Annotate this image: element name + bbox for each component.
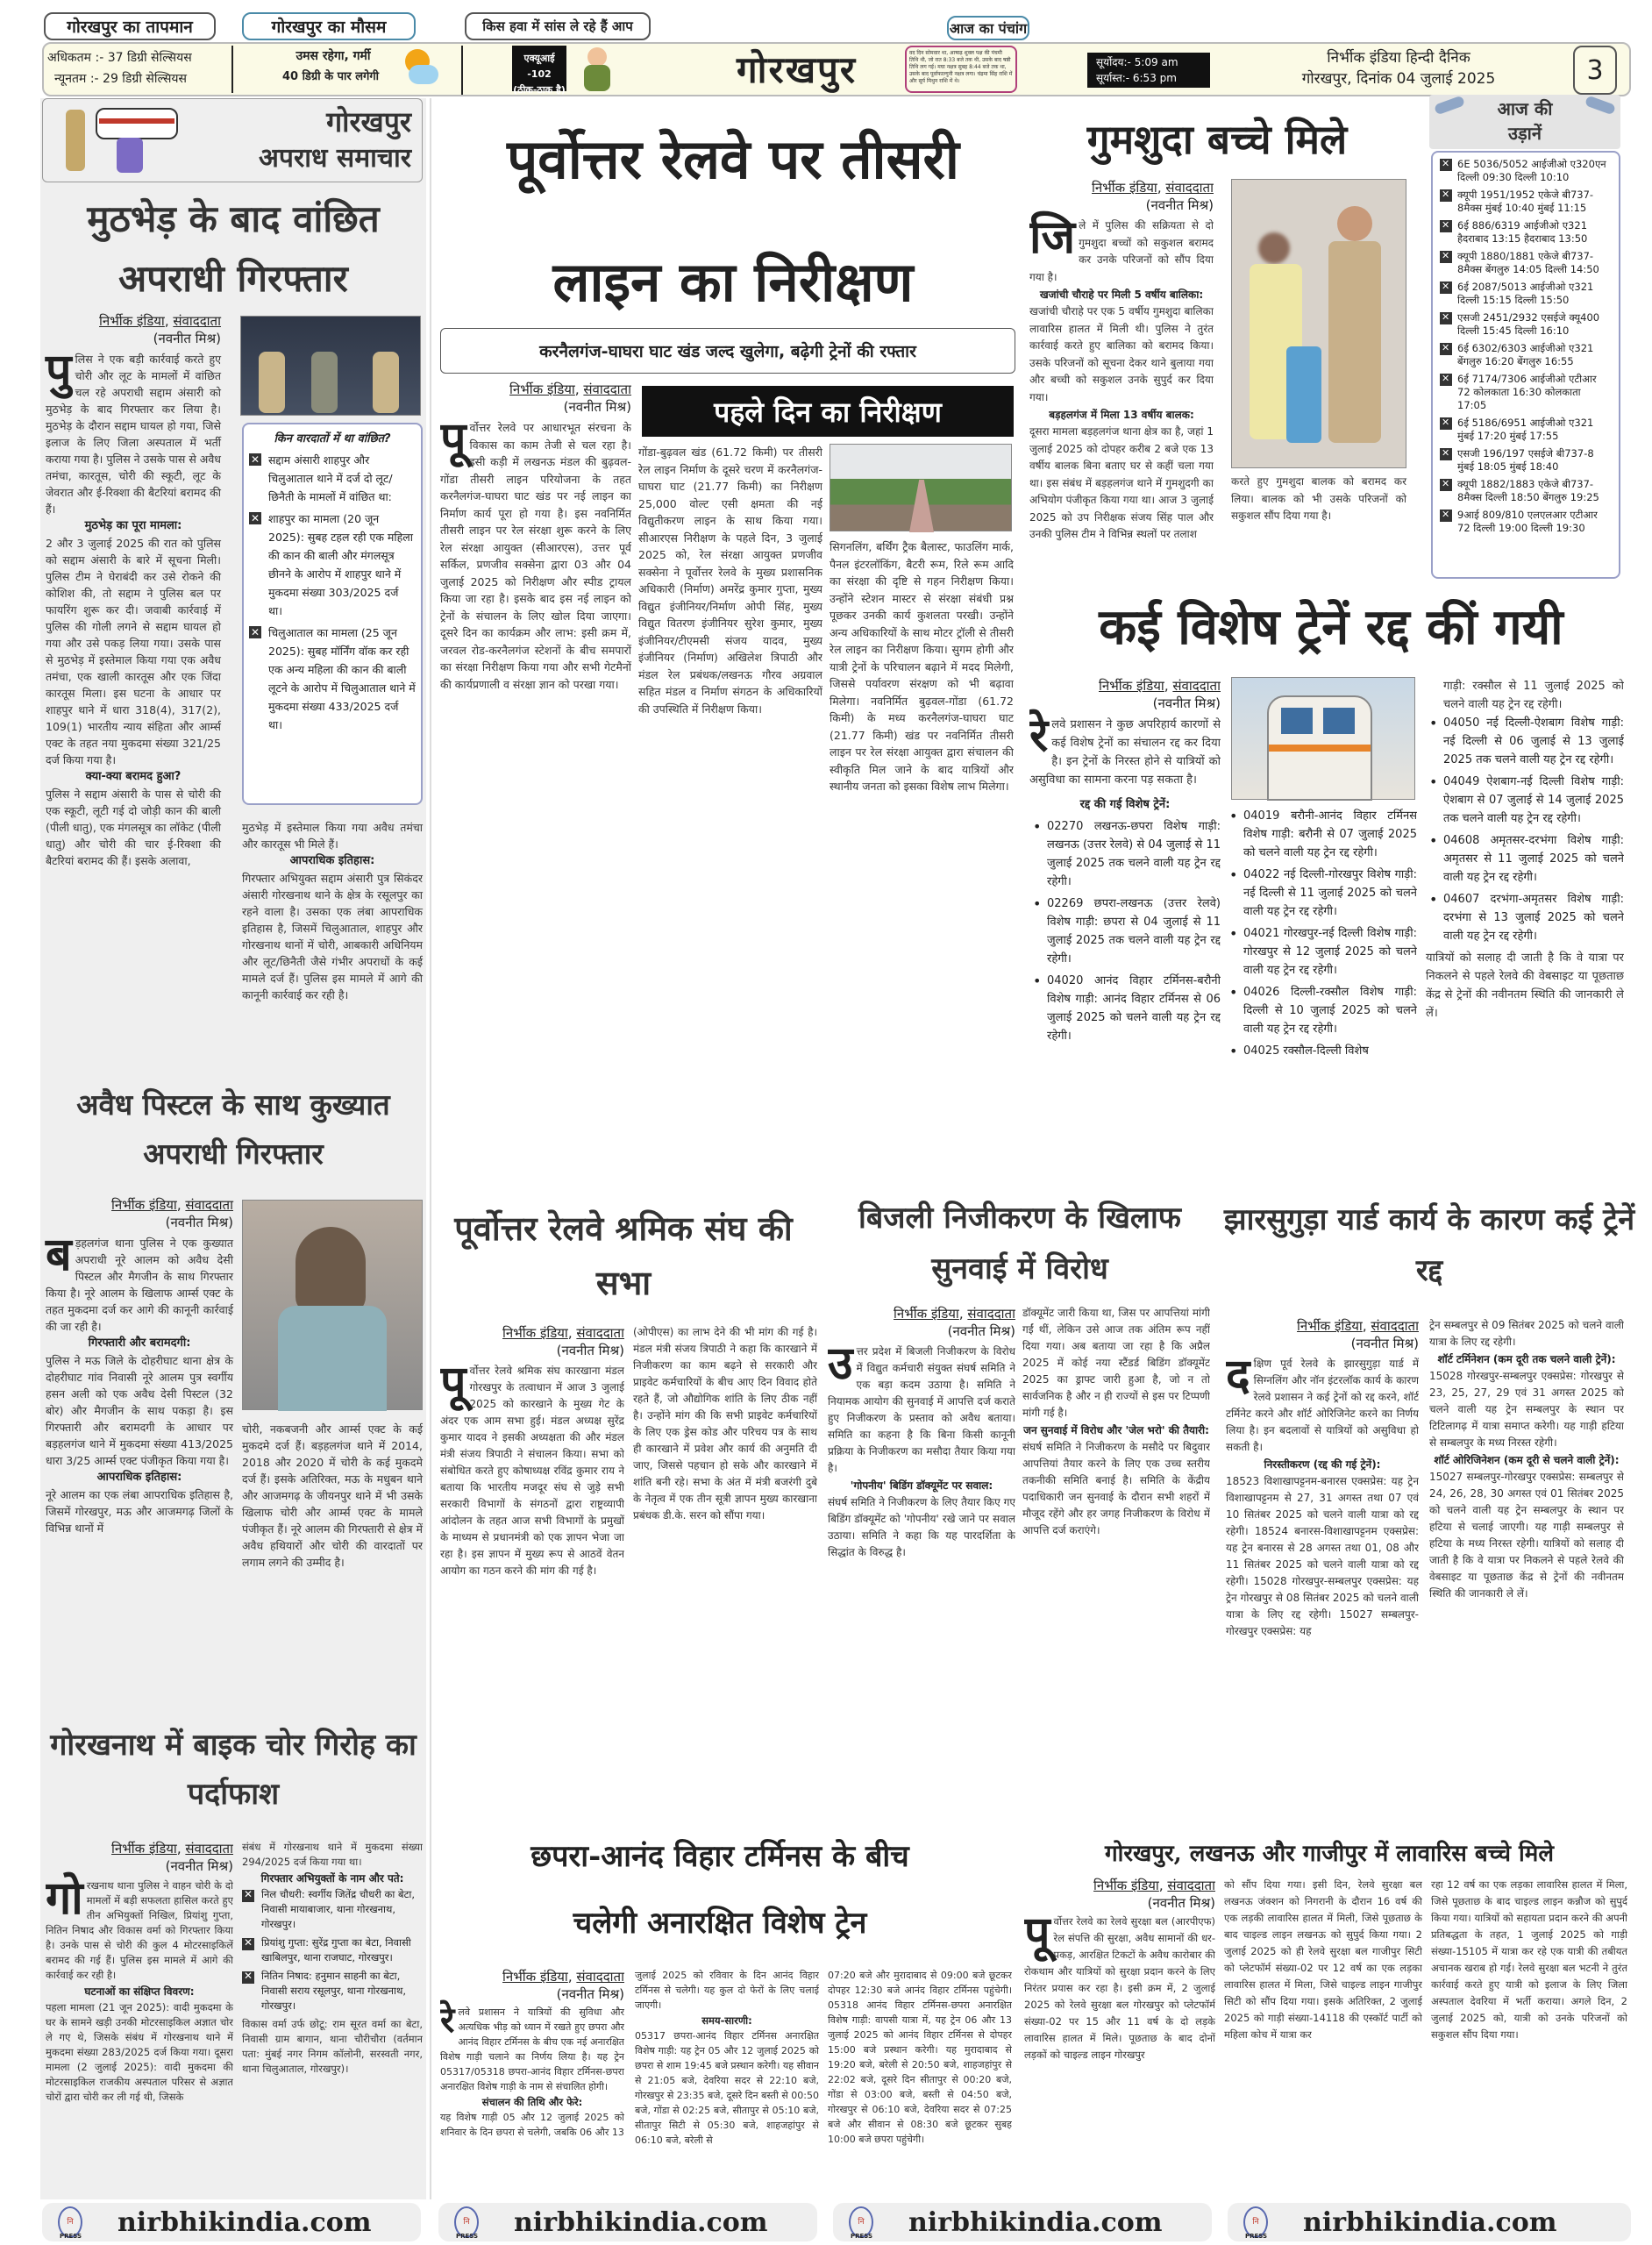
flight-text: 6ई 7174/7306 आईजीओ एटीआर 72 कोलकाता 16:30 कोलकाता 17:05 [1457,373,1597,411]
byline-role: संवाददाता [1165,180,1214,196]
byline-org: निर्भीक इंडिया [502,1969,568,1985]
chhapra-sub-2: समय-सारणी: [701,2014,752,2027]
byline-reporter: (नवनीत मिश्र) [1350,1336,1419,1351]
flight-text: 9आई 809/810 एलएलआर एटीआर 72 दिल्ली 19:00 दिल्ली 19:30 [1457,509,1598,534]
crime-banner [42,98,423,182]
jharsuguda-col-2b: 15028 गोरखपुर-सम्बलपुर एक्सप्रेस: गोरखपुर से 23, 25, 27, 29 एवं 31 अगस्त 2025 को चलने वाली यह ट्रेन सम्बलपुर के स्थान पर टिटिलागढ़ में यात्रा समाप्त करेगी। यह गाड़ी हटिया से सम्बलपुर के मध्य निरस्त रहेगी। [1429,1370,1624,1449]
rail-col-1-body: र्वोत्तर रेलवे पर आधारभूत संरचना के विकास का काम तेजी से चल रहा है। इसी कड़ी में लखनऊ मंडल की बुढ़वल-गोंडा तीसरी लाइन परियोजना के तहत करनैलगंज-घाघरा घाट खंड पर नई लाइन का निर्माण कार्य पूरा हो गया है। इस नवनिर्मित तीसरी लाइन पर रेल संरक्षा शुरू करने के लिए रेल संरक्षा आयुक्त (सीआरएस), उत्तर पूर्व सर्किल, प्रणजीव सक्सेना द्वारा 03 और 04 जुलाई 2025 को निरीक्षण और स्पीड ट्रायल किया जा रहा है। इसके बाद इस नई लाइन को ट्रेनों के संचालन के लिए खोल दिया जाएगा। दूसरे दिन का कार्यक्रम और लाभ: इसी क्रम में, जरवल रोड-करनैलगंज स्टेशनों के बीच समपारों का संरक्षा निरीक्षण किया गया और सभी गेटमैनों की कार्यप्रणाली व संरक्षा ज्ञान को परखा गया। [440,421,631,691]
flight-item [1440,509,1612,535]
site-link[interactable]: nirbhikindia.com [514,2206,768,2238]
chhapra-col-2-text: जुलाई 2025 को रविवार के दिन आनंद विहार टर्मिनस से चलेगी। यह कुल दो फेरों के लिए चलाई जाएगी। [635,1970,819,2011]
pistol-intro [46,1229,233,1335]
accused-item [242,1887,423,1932]
masthead-title: गोरखपुर [737,48,858,91]
sunrise: सूर्योदय:- 5:09 am [1096,56,1178,68]
crime-para-3: गिरफ्तार अभियुक्त सद्दाम अंसारी पुत्र सिकंदर अंसारी गोरखनाथ थाने के क्षेत्र के रसूलपुर का रहने वाला है। उसका एक लंबा आपराधिक इतिहास है, जिसमें चिलुआताल, शाहपुर और गोरखनाथ थानों में चोरी, आबकारी अधिनियम और लूट/छिनैती जैसे गंभीर अपराधों के कई मामले दर्ज हैं। पुलिस इस मामले में आगे की कानूनी कार्रवाई कर रही है। [242,872,423,1001]
drop-cap: पु [46,345,72,397]
press-label: PRESS [456,2233,479,2240]
power-col-1-text [828,1337,1015,1477]
jharsuguda-col-2 [1429,1317,1624,1808]
cancelled-train-item: • 04607 दरभंगा-अमृतसर विशेष गाड़ी: दरभंगा से 13 जुलाई 2025 को चलने वाली यह ट्रेन रद्द रहेगी। [1426,890,1624,945]
flight-bullet-icon [1440,282,1452,294]
drop-cap: पू [1024,1907,1050,1960]
unclaimed-col-3 [1431,1877,1627,2194]
power-col-1-body: त्तर प्रदेश में बिजली निजीकरण के विरोध में विद्युत कर्मचारी संयुक्त संघर्ष समिति ने एक बड़ा कदम उठाया है। समिति ने नियामक आयोग की सुनवाई में आपत्ति दर्ज कराते हुए निजीकरण के प्रस्ताव को अवैध बताया। समिति का कहना है कि बिना किसी कानूनी प्रक्रिया के निजीकरण का मसौदा तैयार किया गया है। [828,1345,1015,1474]
chhapra-headline-line-1: छपरा-आनंद विहार टर्मिनस के बीच [530,1839,909,1874]
jharsuguda-headline: झारसुगुड़ा यार्ड कार्य के कारण कई ट्रेनें रद्द [1223,1202,1635,1288]
crime-intro-text: लिस ने एक बड़ी कार्रवाई करते हुए चोरी और लूट के मामलों में वांछित चल रहे अपराधी सद्दाम अंसारी को मुठभेड़ के बाद गिरफ्तार कर लिया है। मुठभेड़ के दौरान सद्दाम घायल हो गया, जिसे इलाज के लिए जिला अस्पताल में भर्ती कराया गया है। पुलिस ने उसके पास से अवैध तमंचा, कारतूस, चोरी की स्कूटी, लूट के जेवरात और ई-रिक्शा की बैटरियां बरामद की हैं। [46,353,221,516]
bike-para-2: विकास वर्मा उर्फ छोटू: राम सूरत वर्मा का बेटा, निवासी ग्राम बागान, थाना चौरीचौरा (वर्तमान पता: मुंबई नगर निगम कॉलोनी, सरस्वती नगर, थाना चिलुआताल, गोरखपुर)। [242,2018,423,2075]
flight-bullet-icon [1440,343,1452,355]
bullet-icon [249,512,261,524]
flights-header [1429,95,1620,149]
byline-org: निर्भीक इंडिया [894,1306,959,1322]
flight-bullet-icon [1440,312,1452,324]
crime-headline: मुठभेड़ के बाद वांछित अपराधी गिरफ्तार [87,197,380,300]
missing-intro-text: ले में पुलिस की सक्रियता से दो गुमशुदा बच्चों को सकुशल बरामद कर उनके परिजनों को सौंप दिया गया है। [1029,219,1214,283]
byline: निर्भीक इंडिया, संवाददाता [1297,1318,1419,1334]
drop-cap: जि [1029,211,1076,264]
flight-text: 6ई 5186/6951 आईजीओ ए321 मुंबई 17:20 मुंबई 17:55 [1457,417,1594,442]
byline: निर्भीक इंडिया, संवाददाता [1093,1878,1215,1893]
crime-right-para: मुठभेड़ में इस्तेमाल किया गया अवैध तमंचा और कारतूस भी मिले हैं। [242,821,423,851]
bike-para-1: पहला मामला (21 जून 2025): वादी मुकदमा के घर के सामने खड़ी उनकी मोटरसाइकिल अज्ञात चोर ले गए थे, जिसके संबंध में गोरखनाथ थाने में मुकदमा संख्या 283/2025 दर्ज किया गया। दूसरा मामला (2 जुलाई 2025): वादी मुकदमा की मोटरसाइकिल राजकीय अस्पताल परिसर से अज्ञात चोरों द्वारा चोरी कर ली गई थी, जिसके [46,2001,233,2103]
cancel-col-1 [1029,677,1221,1168]
byline-org: निर्भीक इंडिया [99,313,165,329]
drop-cap: रे [440,2000,455,2041]
missing-para-2: दूसरा मामला बड़हलगंज थाना क्षेत्र का है, जहां 1 जुलाई 2025 को दोपहर करीब 2 बजे एक 13 वर्षीय बालक बिना बताए घर से कहीं चला गया था। इस संबंध में बड़हलगंज थाने में गुमशुदगी का अभियोग पंजीकृत किया गया था। आज 3 जुलाई 2025 को उप निरीक्षक संजय सिंह पाल और उनकी पुलिस टीम ने विभिन्न स्थलों पर तलाश [1029,425,1214,540]
unclaimed-col-3-text: रहा 12 वर्ष का एक लड़का लावारिस हालत में मिला, जिसे पूछताछ के बाद चाइल्ड लाइन कन्नौज को सुपुर्द किया गया। यात्रियों को सहायता प्रदान करने की अपनी प्रतिबद्धता के तहत, 1 जुलाई 2025 को गाड़ी संख्या-15105 में यात्रा कर रहे एक यात्री की तबीयत अचानक खराब हो गई। रेलवे सुरक्षा बल भटनी ने तुरंत कार्रवाई करते हुए यात्री को इलाज के लिए जिला अस्पताल देवरिया में भर्ती कराया। अगले दिन, 2 जुलाई 2025 को, यात्री को उनके परिजनों को सकुशल सौंप दिया गया। [1431,1878,1627,2041]
flight-item [1440,311,1612,338]
airplane-icon [1584,96,1616,116]
logo-text: नि [858,2218,865,2227]
flight-bullet-icon [1440,479,1452,491]
power-col-2-text: डॉक्यूमेंट जारी किया था, जिस पर आपत्तियां मांगी गईं थीं, लेकिन उसे आज तक अंतिम रूप नहीं दिया गया। अब बताया जा रहा है कि अप्रैल 2025 में कोई नया स्टैंडर्ड बिडिंग डॉक्यूमेंट 2025 का ड्राफ्ट जारी हुआ है, जो न तो सार्वजनिक है और न ही राज्यों से इस पर टिप्पणी मांगी गई है। [1022,1307,1210,1419]
byline-reporter: (नवनीत मिश्र) [947,1323,1015,1339]
byline-org: निर्भीक इंडिया [1092,180,1157,196]
drop-cap: पू [440,413,466,466]
wanted-item-text: सद्दाम अंसारी शाहपुर और चिलुआताल थाने में दर्ज दो लूट/छिनैती के मामलों में वांछित था: [268,453,393,503]
cancel-headline: कई विशेष ट्रेनें रद्द कीं गयी [1099,598,1563,656]
byline: निर्भीक इंडिया, संवाददाता [111,1841,233,1857]
power-col-1 [828,1305,1015,1805]
byline-role: संवाददाता [576,1325,624,1341]
byline-reporter: (नवनीत मिश्र) [556,1343,624,1358]
flights-title-line-2: उड़ानें [1508,123,1542,144]
paper-info [1271,47,1526,89]
chhapra-col-3-text: 07:20 बजे और मुरादाबाद से 09:00 बजे छूटकर दोपहर 12:30 बजे आनंद विहार टर्मिनस पहुंचेगी। 05318 आनंद विहार टर्मिनस-छपरा अनारक्षित विशेष गाड़ी: वापसी यात्रा में, यह ट्रेन 06 और 13 जुलाई 2025 को आनंद विहार टर्मिनस से दोपहर 15:00 बजे प्रस्थान करेगी। यह मुरादाबाद से 19:20 बजे, बरेली से 20:50 बजे, शाहजहांपुर से 22:02 बजे, दूसरे दिन सीतापुर से 00:20 बजे, गोंडा से 03:00 बजे, बस्ती से 04:50 बजे, गोरखपुर से 06:10 बजे, देवरिया सदर से 07:25 बजे और सीवान से 08:30 बजे छूटकर सुबह 10:00 बजे छपरा पहुंचेगी। [828,1970,1012,2145]
footer-3 [833,2203,1212,2241]
press-label: PRESS [60,2233,82,2240]
police-cartoon-icon [64,103,182,180]
wanted-item-text: चिलुआताल का मामला (25 जून 2025): सुबह मॉर्निंग वॉक कर रही एक अन्य महिला की कान की बाली लूटने के आरोप में चिलुआताल थाने में मुकदमा संख्या 433/2025 दर्ज था। [268,626,416,731]
crime-sub-2: क्या-क्या बरामद हुआ? [85,770,182,783]
byline-org: निर्भीक इंडिया [1297,1318,1363,1334]
jharsuguda-sub-1: निरस्तीकरण (रद्द की गई ट्रेनें): [1264,1458,1381,1471]
train-engine-photo [1231,677,1415,800]
cancelled-train-item: • 04608 अमृतसर-दरभंगा विशेष गाड़ी: अमृतसर से 11 जुलाई 2025 को चलने वाली यह ट्रेन रद्द रहेगी। [1426,831,1624,887]
byline-role: संवाददाता [967,1306,1015,1322]
jharsuguda-sub-3: शॉर्ट ओरिजिनेशन (कम दूरी से चलने वाली ट्रेनें): [1434,1454,1620,1466]
cancel-list-3 [1426,714,1624,945]
site-link[interactable]: nirbhikindia.com [117,2206,372,2238]
pistol-headline: अवैध पिस्टल के साथ कुख्यात अपराधी गिरफ्तार [76,1087,390,1171]
sun-times [1087,53,1210,88]
union-col-1 [440,1324,624,1807]
jharsuguda-col-2c: 15027 सम्बलपुर-गोरखपुर एक्सप्रेस: सम्बलपुर से 24, 26, 28, 30 अगस्त एवं 01 सितंबर 2025 को चलने वाली यह ट्रेन सम्बलपुर के स्थान पर हटिया से चलाई जाएगी। यह गाड़ी सम्बलपुर से हटिया के मध्य निरस्त रहेगी। यात्रियों को सलाह दी जाती है कि वे यात्रा पर निकलने से पहले रेलवे की वेबसाइट या पूछताछ केंद्र से ट्रेनों की नवीनतम स्थिति की जानकारी ले लें। [1429,1471,1624,1600]
cancel-col-2 [1226,807,1417,1168]
missing-right-para: करते हुए गुमशुदा बालक को बरामद कर लिया। बालक को भी उसके परिजनों को सकुशल सौंप दिया गया है। [1231,475,1406,522]
sun-cloud-icon [402,49,440,88]
unclaimed-col-1-body: र्वोत्तर रेलवे का रेलवे सुरक्षा बल (आरपीएफ) रेल संपत्ति की सुरक्षा, अवैध सामानों की धर-पकड़, आरक्षित टिकटों के अवैध कारोबार की रोकथाम और यात्रियों को सुरक्षा प्रदान करने के लिए निरंतर प्रयास कर रहा है। इसी क्रम में, 2 जुलाई 2025 को रेलवे सुरक्षा बल गोरखपुर को प्लेटफॉर्म संख्या-02 पर 15 और 11 वर्ष के दो लड़के लावारिस हालत में मिले। पूछताछ के बाद दोनों लड़कों को चाइल्ड लाइन गोरखपुर [1024,1915,1215,2061]
missing-headline: गुमशुदा बच्चे मिले [1086,116,1348,163]
drop-cap: गो [46,1872,83,1925]
flight-item [1440,342,1612,368]
jharsuguda-sub-2: शॉर्ट टर्मिनेशन (कम दूरी तक चलने वाली ट्रेनें): [1437,1353,1616,1365]
flight-item [1440,417,1612,443]
bike-intro-text: रखनाथ थाना पुलिस ने वाहन चोरी के दो मामलों में बड़ी सफलता हासिल करते हुए तीन अभियुक्तों निखिल, प्रियांशु गुप्ता, नितिन निषाद और विकास वर्मा को गिरफ्तार किया है। उनके पास से चोरी की कुल 4 मोटरसाइकिलें बरामद की गई हैं। पुलिस इस मामले में आगे की कार्रवाई कर रही है। [46,1879,233,1981]
byline-role: संवाददाता [173,313,221,329]
bike-intro [46,1872,233,1983]
pistol-intro-text: ड़हलगंज थाना पुलिस ने एक कुख्यात अपराधी नूरे आलम को अवैध देसी पिस्टल और मैगजीन के साथ गिरफ्तार किया है। नूरे आलम के खिलाफ आर्म्स एक्ट के तहत मुकदमा दर्ज कर आगे की कानूनी कार्रवाई की जा रही है। [46,1237,233,1333]
rail-col-1-text [440,413,631,693]
press-label: PRESS [1245,2233,1268,2240]
crime-right-col [242,819,423,1003]
jharsuguda-col-1b: 18523 विशाखापट्टनम-बनारस एक्सप्रेस: यह ट्रेन विशाखापट्टनम से 27, 31 अगस्त तथा 07 एवं 10 सितंबर 2025 को चलने वाली यात्रा को रद्द रहेगी। 18524 बनारस-विशाखापट्टनम एक्सप्रेस: यह ट्रेन बनारस से 28 अगस्त तथा 01, 08 और 11 सितंबर 2025 को चलने वाली यात्रा को रद्द रहेगी। 15028 गोरखपुर-सम्बलपुर एक्सप्रेस: यह ट्रेन गोरखपुर से 08 सितंबर 2025 को चलने वाली यात्रा के लिए रद्द रहेगी। 15027 सम्बलपुर-गोरखपुर एक्सप्रेस: यह [1226,1475,1419,1637]
accused-item [242,1969,423,2013]
bullet-icon [242,1938,254,1950]
union-headline: पूर्वोत्तर रेलवे श्रमिक संघ की सभा [454,1209,793,1302]
flight-text: 6ई 2087/5013 आईजीओ ए321 दिल्ली 15:15 दिल्ली 15:50 [1457,281,1594,306]
flight-text: क्यूपी 1882/1883 एकेजे बी737-8मैक्स दिल्ली 18:50 बेंगलुरु 19:25 [1457,478,1599,503]
logo-text: नि [1252,2218,1259,2227]
drop-cap: रे [1029,709,1049,762]
footer-1 [42,2203,421,2241]
tab-panchang-label: आज का पंचांग [949,20,1028,37]
column-divider [430,98,431,2199]
drop-cap: द [1226,1350,1250,1402]
wanted-item [249,451,416,506]
tab-panchang [947,16,1029,40]
cancel-col-3-lead: गाड़ी: रक्सौल से 11 जुलाई 2025 को चलने वाली यह ट्रेन रद्द रहेगी। [1443,680,1624,711]
byline: निर्भीक इंडिया, संवाददाता [894,1306,1015,1322]
power-col-2b: संघर्ष समिति ने निजीकरण के मसौदे पर बिदुवार आपत्तियां तैयार करने के लिए एक उच्च स्तरीय तकनीकी समिति बनाई है। समिति के केंद्रीय पदाधिकारी जन सुनवाई के दौरान सभी शहरों में मौजूद रहेंगे और हर जगह निजीकरण के विरोध में आपत्ति दर्ज कराएंगे। [1022,1441,1210,1536]
missing-right-col [1231,474,1406,525]
flight-item [1440,281,1612,307]
cancel-list-2 [1226,807,1417,1060]
flight-text: एसजी 196/197 एसईजे बी737-8 मुंबई 18:05 मुंबई 18:40 [1457,447,1594,473]
crime-article [46,312,221,869]
rail-headline-line-2: लाइन का निरीक्षण [552,250,914,314]
airplane-icon [1434,96,1465,116]
footer-4 [1228,2203,1631,2241]
union-col-2 [633,1324,817,1807]
byline-role: संवाददाता [1371,1318,1419,1334]
byline-org: निर्भीक इंडिया [111,1197,177,1213]
flights-title-line-1: आज की [1497,98,1553,119]
byline-role: संवाददाता [1172,678,1221,694]
wanted-item-text: शाहपुर का मामला (20 जून 2025): सुबह टहल रही एक महिला की कान की बाली और मंगलसूत्र छीनने के आरोप में शाहपुर थाने में मुकदमा संख्या 303/2025 दर्ज था। [268,512,413,617]
flight-item [1440,250,1612,276]
chhapra-col-1 [440,1968,624,2194]
union-col-2-text: (ओपीएस) का लाभ देने की भी मांग की गई है। मंडल मंत्री संजय त्रिपाठी ने कहा कि कारखाने में निजीकरण का काम बढ़ने से सरकारी और प्राइवेट कर्मचारियों के बीच आए दिन विवाद होते रहते हैं, जो औद्योगिक शांति के लिए ठीक नहीं है। उन्होंने मांग की कि सभी प्राइवेट कर्मचारियों के लिए एक ड्रेस कोड और परिचय पत्र के साथ ही कारखाने में प्रवेश और कार्य की अनुमति दी जाए, जिससे पहचान हो सके और कारखाने में शांति बनी रहे। सभा के अंत में मंत्री बजरंगी दुबे के नेतृत्व में एक तीन सूत्री ज्ञापन मुख्य कारखाना प्रबंधक डी.के. सरन को सौंपा गया। [633,1326,817,1522]
drop-cap: पू [440,1357,466,1409]
byline-org: निर्भीक इंडिया [111,1841,177,1857]
flight-text: 6E 5036/5052 आईजीओ ए320एन दिल्ली 09:30 दिल्ली 10:10 [1457,158,1606,183]
logo-text: नि [67,2218,74,2227]
flight-text: 6ई 886/6319 आईजीओ ए321 हैदराबाद 13:15 हैदराबाद 13:50 [1457,219,1588,245]
cancelled-train-item: • 04022 नई दिल्ली-गोरखपुर विशेष गाड़ी: नई दिल्ली से 11 जुलाई 2025 को चलने वाली यह ट्रेन रद्द रहेगी। [1226,866,1417,921]
unclaimed-col-2-text: को सौंप दिया गया। इसी दिन, रेलवे सुरक्षा बल लखनऊ जंक्शन को निगरानी के दौरान 16 वर्ष की एक लड़की लावारिस हालत में मिली, जिसे पूछताछ के बाद चाइल्ड लाइन लखनऊ को सुपुर्द किया गया। 2 जुलाई 2025 को ही रेलवे सुरक्षा बल गाजीपुर सिटी को प्लेटफॉर्म संख्या-02 पर 12 वर्ष का एक लड़का लावारिस हालत में मिला, जिसे चाइल्ड लाइन गाजीपुर सिटी को सौंप दिया गया। इसके अतिरिक्त, 2 जुलाई 2025 को गाड़ी संख्या-14118 की एस्कॉर्ट पार्टी को महिला कोच में यात्रा कर [1224,1878,1422,2041]
byline: निर्भीक इंडिया, संवाददाता [1092,180,1214,196]
flight-text: क्यूपी 1880/1881 एकेजे बी737-8मैक्स बेंगलुरु 14:05 दिल्ली 14:50 [1457,250,1599,275]
missing-sub-1: खजांची चौराहे पर मिली 5 वर्षीय बालिका: [1039,289,1204,301]
chhapra-sub-1: संचालन की तिथि और फेरे: [481,2096,583,2108]
chhapra-col-1-body: लवे प्रशासन ने यात्रियों की सुविधा और अत्यधिक भीड़ को ध्यान में रखते हुए छपरा और आनंद विहार टर्मिनस के बीच एक नई अनारक्षित विशेष गाड़ी चलाने का निर्णय लिया है। यह ट्रेन 05317/05318 छपरा-आनंद विहार टर्मिनस-छपरा अनारक्षित विशेष गाड़ी के नाम से संचालित होगी। [440,2006,624,2092]
missing-article [1029,179,1214,565]
byline-reporter: (नवनीत मिश्र) [153,331,221,346]
cancelled-train-item: • 04020 आनंद विहार टर्मिनस-बरौनी विशेष गाड़ी: आनंद विहार टर्मिनस से 06 जुलाई 2025 को चलने वाली यह ट्रेन रद्द रहेगी। [1029,972,1221,1045]
rail-col-2-text: गोंडा-बुढ़वल खंड (61.72 किमी) पर तीसरी रेल लाइन निर्माण के दूसरे चरण में करनैलगंज-घाघरा घाट (21.77 किमी) का निरीक्षण 25,000 वोल्ट एसी क्षमता की नई विद्युतीकरण लाइन के साथ किया गया। सीआरएस निरीक्षण के पहले दिन, 3 जुलाई 2025 को, रेल संरक्षा आयुक्त प्रणजीव सक्सेना ने पूर्वोत्तर रेलवे के मुख्य प्रशासनिक अधिकारी (निर्माण) अमरेंद्र कुमार गुप्ता, मुख्य विद्युत इंजीनियर/निर्माण ओपी सिंह, मुख्य विद्युत वितरण इंजीनियर सुरेश कुमार, मुख्य इंजीनियर/टीएमसी संजय यादव, मुख्य इंजीनियर (निर्माण) अखिलेश त्रिपाठी और मंडल रेल प्रबंधक/लखनऊ गौरव अग्रवाल सहित मंडल व निर्माण संगठन के अधिकारियों की उपस्थिति में निरीक्षण किया। [638,445,822,716]
cancel-intro [1029,709,1221,789]
cancelled-train-item: • 04019 बरौनी-आनंद विहार टर्मिनस विशेष गाड़ी: बरौनी से 07 जुलाई 2025 को चलने वाली यह ट्रेन रद्द रहेगी। [1226,807,1417,862]
divider [231,46,233,93]
tab-weather [242,12,416,40]
wanted-item [249,510,416,620]
crime-sub-3: आपराधिक इतिहास: [289,854,375,867]
site-link[interactable]: nirbhikindia.com [908,2206,1163,2238]
crime-intro [46,345,221,517]
cancelled-train-item: • 04049 ऐशबाग-नई दिल्ली विशेष गाड़ी: ऐशबाग से 07 जुलाई से 14 जुलाई 2025 तक चलने वाली यह ट्रेन रद्द रहेगी। [1426,773,1624,828]
bullet-icon [249,626,261,638]
accused-text: नितिन निषाद: हनुमान साहनी का बेटा, निवासी सराय रसूलपुर, थाना गोरखनाथ, गोरखपुर। [261,1970,407,2012]
byline-reporter: (नवनीत मिश्र) [165,1858,233,1874]
pistol-para-1: पुलिस ने मऊ जिले के दोहरीघाट थाना क्षेत्र के दोहरीघाट गांव निवासी नूरे आलम पुत्र स्वर्गीय हसन अली को एक अवैध देसी पिस्टल (32 बोर) और मैगजीन के साथ पकड़ा है। इस गिरफ्तारी और बरामदगी के आधार पर बड़हलगंज थाने में मुकदमा संख्या 413/2025 धारा 3/25 आर्म्स एक्ट पंजीकृत किया गया है। [46,1354,233,1467]
flight-bullet-icon [1440,189,1452,202]
power-sub-2: जन सुनवाई में विरोध और 'जेल भरो' की तैयारी: [1023,1424,1209,1436]
byline-reporter: (नवनीत मिश्र) [165,1215,233,1230]
accused-text: प्रियांशु गुप्ता: सुरेंद्र गुप्ता का बेटा, निवासी खाबिलपुर, थाना राजघाट, गोरखपुर। [261,1936,411,1963]
flight-bullet-icon [1440,251,1452,263]
footer-2 [438,2203,817,2241]
power-headline: बिजली निजीकरण के खिलाफ सुनवाई में विरोध [858,1201,1181,1286]
bullet-icon [242,1890,254,1902]
byline: निर्भीक इंडिया, संवाददाता [99,313,221,329]
byline-reporter: (नवनीत मिश्र) [556,1986,624,2002]
power-col-2 [1022,1305,1210,1805]
chhapra-headline-line-2: चलेगी अनारक्षित विशेष ट्रेन [573,1906,867,1941]
chhapra-col-2b: 05317 छपरा-आनंद विहार टर्मिनस अनारक्षित विशेष गाड़ी: यह ट्रेन 05 और 12 जुलाई 2025 को छपरा से शाम 19:45 बजे प्रस्थान करेगी। यह सीवान से 21:05 बजे, देवरिया सदर से 22:10 बजे, गोरखपुर से 23:35 बजे, दूसरे दिन बस्ती से 00:50 बजे, गोंडा से 02:25 बजे, सीतापुर से 05:10 बजे, सीतापुर सिटी से 05:30 बजे, शाहजहांपुर से 06:10 बजे, बरेली से [635,2030,819,2146]
sunset: सूर्यास्त:- 6:53 pm [1096,72,1177,84]
byline-reporter: (नवनीत मिश्र) [563,399,631,415]
panchang-box: वद दिन सोमवार था, आषाढ़ शुक्ल पक्ष की पंचमी तिथि थी, जो रात 8:33 बजे तक थी, उसके बाद षष्ठी तिथि लग गई। मघा नक्षत्र सुबह 8:44 बजे तक था, उसके बाद पूर्वाफाल्गुनी नक्षत्र लगा। चंद्रमा सिंह राशि में और सूर्य मिथुन राशि में थे। [905,46,1017,93]
accused-photo [242,1200,423,1410]
byline-reporter: (नवनीत मिश्र) [1152,695,1221,711]
bike-article [46,1840,233,2191]
cancel-advice: यात्रियों को सलाह दी जाती है कि वे यात्रा पर निकलने से पहले रेलवे की वेबसाइट या पूछताछ केंद्र से ट्रेनों की नवीनतम स्थिति की जानकारी ले लें। [1426,951,1624,1020]
crime-sub-1: मुठभेड़ का पूरा मामला: [84,519,182,532]
bullet-icon [242,1971,254,1984]
temp-min: न्यूनतम :- 29 डिग्री सेल्सियस [54,72,188,86]
aqi-value: एक्यूआई -102 [523,53,555,80]
unclaimed-col-1-text [1024,1907,1215,2063]
chhapra-col-3 [828,1968,1012,2194]
tab-weather-label: गोरखपुर का मौसम [271,18,387,37]
byline: निर्भीक इंडिया, संवाददाता [111,1197,233,1213]
aqi-badge [512,46,566,96]
cancel-sub-1: रद्द की गई विशेष ट्रेनें: [1079,798,1171,811]
byline: निर्भीक इंडिया, संवाददाता [502,1325,624,1341]
missing-sub-2: बड़हलगंज में मिला 13 वर्षीय बालक: [1049,409,1194,421]
flight-item [1440,373,1612,412]
byline-role: संवाददाता [1167,1878,1215,1893]
power-sub-1: 'गोपनीय' बिडिंग डॉक्यूमेंट पर सवाल: [850,1479,993,1492]
missing-intro [1029,211,1214,286]
byline-role: संवाददाता [185,1841,233,1857]
weather-line-2: 40 डिग्री के पार लगेगी [281,70,380,83]
child-cough-icon [579,47,614,93]
unclaimed-headline: गोरखपुर, लखनऊ और गाजीपुर में लावारिस बच्चे मिले [1105,1841,1554,1867]
bike-sub-1: घटनाओं का संक्षिप्त विवरण: [84,1985,195,1998]
rail-headline-line-1: पूर्वोत्तर रेलवे पर तीसरी [507,127,959,191]
byline-org: निर्भीक इंडिया [502,1325,568,1341]
site-link[interactable]: nirbhikindia.com [1303,2206,1557,2238]
tab-temperature [44,12,216,40]
arrest-photo [240,316,421,416]
byline: निर्भीक इंडिया, संवाददाता [509,381,631,397]
cancel-list-1 [1029,817,1221,1045]
wanted-box [242,423,423,805]
unclaimed-col-2 [1224,1877,1422,2194]
bike-headline: गोरखनाथ में बाइक चोर गिरोह का पर्दाफाश [50,1728,417,1812]
byline-org: निर्भीक इंडिया [509,381,575,397]
pistol-para-2: नूरे आलम का एक लंबा आपराधिक इतिहास है, जिसमें गोरखपुर, मऊ और आजमगढ़ जिलों के विभिन्न थानों में [46,1488,233,1535]
flight-item [1440,478,1612,504]
paper-date: गोरखपुर, दिनांक 04 जुलाई 2025 [1301,70,1496,88]
chhapra-col-1b: यह विशेष गाड़ी 05 और 12 जुलाई 2025 को शनिवार के दिन छपरा से चलेगी, जबकि 06 और 13 [440,2112,624,2138]
flight-bullet-icon [1440,159,1452,171]
flights-list [1431,151,1620,579]
crime-para-1: 2 और 3 जुलाई 2025 की रात को पुलिस को सद्दाम अंसारी के बारे में सूचना मिली। पुलिस टीम ने घेराबंदी कर उसे रोकने की कोशिश की, तो सद्दाम ने पुलिस बल पर फायरिंग शुरू कर दी। जवाबी कार्रवाई में पुलिस की गोली लगने से सद्दाम घायल हो गया और उसे पकड़ लिया गया। उसके पास से मुठभेड़ में इस्तेमाल किया गया एक अवैध तमंचा, एक खाली कारतूस और एक जिंदा कारतूस मिला। इस घटना के आधार पर शाहपुर थाने में धारा 318(4), 317(2), 109(1) भारतीय न्याय संहिता और आर्म्स एक्ट के तहत नया मुकदमा संख्या 321/25 दर्ज किया गया है। [46,537,221,766]
bike-sub-2: गिरफ्तार अभियुक्तों के नाम और पते: [260,1872,404,1885]
temp-max: अधिकतम :- 37 डिग्री सेल्सियस [47,51,192,65]
jharsuguda-col-2-text: ट्रेन सम्बलपुर से 09 सितंबर 2025 को चलने वाली यात्रा के लिए रद्द रहेगी। [1429,1319,1624,1348]
cancelled-train-item: • 02269 छपरा-लखनऊ (उत्तर रेलवे) विशेष गाड़ी: छपरा से 04 जुलाई से 11 जुलाई 2025 तक चलने वाली यह ट्रेन रद्द रहेगी। [1029,894,1221,968]
page-number: 3 [1573,46,1617,95]
chhapra-col-2 [635,1968,819,2194]
cancelled-train-item: • 04050 नई दिल्ली-ऐशबाग विशेष गाड़ी: नई दिल्ली से 06 जुलाई से 13 जुलाई 2025 तक चलने वाली यह ट्रेन रद्द रहेगी। [1426,714,1624,769]
crime-banner-line-2: अपराध समाचार [259,143,411,174]
drop-cap: ब [46,1229,72,1281]
union-col-1-text [440,1357,624,1579]
weather-line-1: उमस रहेगा, गर्मी [296,49,371,63]
byline: निर्भीक इंडिया, संवाददाता [502,1969,624,1985]
byline-reporter: (नवनीत मिश्र) [1145,197,1214,213]
flight-text: क्यूपी 1951/1952 एकेजे बी737-8मैक्स मुंबई 10:40 मुंबई 11:15 [1457,189,1594,214]
flight-bullet-icon [1440,417,1452,430]
unclaimed-col-1 [1024,1877,1215,2194]
flight-text: एसजी 2451/2932 एसईजे क्यू400 दिल्ली 15:45 दिल्ली 16:10 [1457,311,1600,337]
flight-item [1440,219,1612,246]
bike-right-para: संबंध में गोरखनाथ थाने में मुकदमा संख्या 294/2025 दर्ज किया गया था। [242,1841,423,1868]
flight-text: 6ई 6302/6303 आईजीओ ए321 बेंगलुरु 16:20 बेंगलुरु 16:55 [1457,342,1594,367]
paper-name: निर्भीक इंडिया हिन्दी दैनिक [1327,49,1470,67]
rail-col-3-text: सिगनलिंग, बर्थिंग ट्रैक बैलास्ट, फाउलिंग मार्क, पैनल इंटरलॉकिंग, बैटरी रूम, रिले रूम आदि का संरक्षा की दृष्टि से गहन निरीक्षण किया। उन्होंने स्टेशन मास्टर से संरक्षा संबंधी प्रश्न पूछकर उनकी कार्य कुशलता परखी। उन्होंने अन्य अधिकारियों के साथ मोटर ट्रॉली से तीसरी रेल लाइन का निरीक्षण किया। सुगम होगी और यात्री ट्रेनों के परिचालन बढ़ाने में मदद मिलेगी, जिससे पर्यावरण संरक्षण को भी बढ़ावा मिलेगा। नवनिर्मित बुढ़वल-गोंडा (61.72 किमी) के मध्य करनैलगंज-घाघरा घाट (21.77 किमी) खंड पर नवनिर्मित तीसरी लाइन पर रेल संरक्षा आयुक्त द्वारा संचालन की स्वीकृति मिल जाने के बाद यात्रियों और स्थानीय जनता को इसका विशेष लाभ मिलेगा। [830,540,1014,793]
pistol-right-col [242,1421,423,1571]
rail-col-1 [440,381,631,1144]
cancel-intro-text: लवे प्रशासन ने कुछ अपरिहार्य कारणों से कई विशेष ट्रेनों का संचालन रद्द कर दिया है। इन ट्रेनों के निरस्त होने से यात्रियों को असुविधा का सामना करना पड़ सकता है। [1029,718,1221,787]
byline-org: निर्भीक इंडिया [1093,1878,1159,1893]
byline: निर्भीक इंडिया, संवाददाता [1099,678,1221,694]
jharsuguda-col-1-text [1226,1350,1419,1456]
rail-col-3 [830,538,1014,1144]
pistol-article [46,1196,233,1536]
byline-org: निर्भीक इंडिया [1099,678,1164,694]
flight-item [1440,189,1612,215]
rail-black-banner: पहले दिन का निरीक्षण [642,386,1014,437]
pistol-sub-1: गिरफ्तारी और बरामदगी: [88,1336,191,1350]
flight-item [1440,447,1612,474]
union-col-1-body: र्वोत्तर रेलवे श्रमिक संघ कारखाना मंडल गोरखपुर के तत्वाधान में आज 3 जुलाई 2025 को कारखाने के मुख्य गेट के अंदर एक आम सभा हुई। मंडल अध्यक्ष सुरेंद्र कुमार यादव ने इसकी अध्यक्षता की और मंडल मंत्री संजय त्रिपाठी ने संचालन किया। सभा को संबोधित करते हुए कोषाध्यक्ष रविंद्र कुमार राय ने बताया कि भारतीय मजदूर संघ से जुड़े सभी सरकारी विभागों के संगठनों द्वारा राष्ट्रव्यापी आंदोलन के तहत आज सभी विभागों के प्रमुखों के माध्यम से प्रधानमंत्री को एक ज्ञापन भेजा जा रहा है। इस ज्ञापन में मुख्य रूप से आठवें वेतन आयोग का गठन करने की मांग की गई है। [440,1365,624,1577]
tab-air-label: किस हवा में सांस ले रहे हैं आप [482,18,633,34]
flight-item [1440,158,1612,184]
accused-item [242,1935,423,1965]
byline-role: संवाददाता [583,381,631,397]
wanted-item [249,624,416,734]
byline-role: संवाददाता [576,1969,624,1985]
divider [461,46,463,95]
tab-temperature-label: गोरखपुर का तापमान [67,18,193,37]
byline-role: संवाददाता [185,1197,233,1213]
flight-bullet-icon [1440,374,1452,386]
rail-col-2 [638,444,822,1145]
missing-children-photo [1231,179,1406,468]
bike-right-col [242,1840,423,2191]
logo-text: नि [463,2218,470,2227]
accused-text: निल चौधरी: स्वर्गीय जितेंद्र चौधरी का बेटा, निवासी मायाबाजार, थाना गोरखनाथ, गोरखपुर। [261,1888,416,1930]
cancelled-train-item: • 02270 लखनऊ-छपरा विशेष गाड़ी: लखनऊ (उत्तर रेलवे) से 04 जुलाई से 11 जुलाई 2025 तक चलने वाली यह ट्रेन रद्द रहेगी। [1029,817,1221,891]
byline-reporter: (नवनीत मिश्र) [1147,1895,1215,1911]
press-label: PRESS [851,2233,873,2240]
bullet-icon [249,453,261,466]
cancelled-train-item: • 04025 रक्सौल-दिल्ली विशेष [1226,1042,1417,1060]
crime-banner-line-1: गोरखपुर [326,105,411,139]
flight-bullet-icon [1440,510,1452,522]
jharsuguda-col-1 [1226,1317,1419,1808]
rail-track-photo [830,444,1012,531]
flight-bullet-icon [1440,220,1452,232]
tab-air-quality [465,12,651,40]
pistol-right-para: चोरी, नकबजनी और आर्म्स एक्ट के कई मुकदमे दर्ज हैं। बड़हलगंज थाने में 2014, 2018 और 2020 में चोरी के कई मुकदमे दर्ज हैं। इसके अतिरिक्त, मऊ के मधुबन थाने और आजमगढ़ के जीयनपुर थाने में भी उसके खिलाफ चोरी और आर्म्स एक्ट के मामले पंजीकृत हैं। नूरे आलम की गिरफ्तारी से क्षेत्र में अवैध हथियारों और चोरी की वारदातों पर लगाम लगने की उम्मीद है। [242,1422,423,1569]
cancelled-train-item: • 04026 दिल्ली-रक्सौल विशेष गाड़ी: दिल्ली से 10 जुलाई 2025 को चलने वाली यह ट्रेन रद्द रहेगी। [1226,983,1417,1038]
rail-subhead: करनैलगंज-घाघरा घाट खंड जल्द खुलेगा, बढ़ेगी ट्रेनों की रफ्तार [440,328,1015,374]
wanted-box-title: किन वारदातों में था वांछित? [274,432,391,445]
power-col-1b: संघर्ष समिति ने निजीकरण के लिए तैयार किए गए बिडिंग डॉक्यूमेंट को 'गोपनीय' रखे जाने पर सवाल उठाया। समिति ने कहा कि यह पारदर्शिता के सिद्धांत के विरुद्ध है। [828,1496,1015,1558]
flight-bullet-icon [1440,448,1452,460]
missing-para-1: खजांची चौराहे पर एक 5 वर्षीय गुमशुदा बालिका लावारिस हालत में मिली थी। पुलिस ने तुरंत कार्रवाई करते हुए बालिका को बरामद किया। उसके परिजनों को सूचना देकर थाने बुलाया गया और बच्ची को सकुशल उनके सुपुर्द कर दिया गया। [1029,305,1214,403]
drop-cap: उ [828,1337,853,1390]
chhapra-col-1-text [440,2000,624,2094]
jharsuguda-col-1-body: क्षिण पूर्व रेलवे के झारसुगुड़ा यार्ड में सिग्नलिंग और नॉन इंटरलॉक कार्य के कारण रेलवे प्रशासन ने कई ट्रेनों को रद्द करने, शॉर्ट टर्मिनेट करने और शॉर्ट ओरिजिनेट करने का निर्णय लिया है। इन बदलावों से यात्रियों को असुविधा हो सकती है। [1226,1358,1419,1453]
cancel-col-3 [1426,677,1624,1168]
crime-para-2: पुलिस ने सद्दाम अंसारी के पास से चोरी की एक स्कूटी, लूटी गई दो जोड़ी कान की बाली (पीली धातु), एक मंगलसूत्र का लॉकेट (पीली धातु) और चोरी की चार ई-रिक्शा की बैटरियां बरामद की हैं। इसके अलावा, [46,788,221,867]
cancelled-train-item: • 04021 गोरखपुर-नई दिल्ली विशेष गाड़ी: गोरखपुर से 12 जुलाई 2025 को चलने वाली यह ट्रेन रद्द रहेगी। [1226,924,1417,980]
pistol-sub-2: आपराधिक इतिहास: [96,1471,182,1484]
aqi-status: (ठीक-ठाक है) [513,84,566,96]
